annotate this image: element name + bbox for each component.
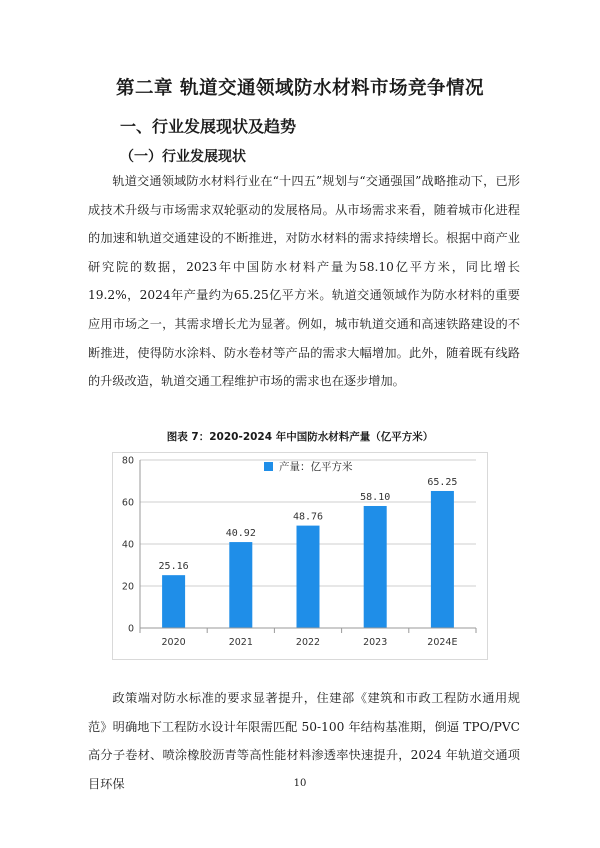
data-label: 48.76 — [292, 511, 324, 523]
subsection-title: （一）行业发展现状 — [120, 149, 246, 165]
x-tick-label: 2020 — [161, 637, 186, 648]
bar-2023 — [364, 506, 387, 628]
body-paragraph: 政策端对防水标准的要求显著提升，住建部《建筑和市政工程防水通用规范》明确地下工程防水设计年限需匹配 50-100 年结构基准期，倒逼 TPO/PVC 高分子卷材、喷涂橡胶沥青等高性能材料渗透率快速提升，2024 年轨道交通项目环保 — [88, 691, 520, 791]
bar-2024E — [431, 491, 454, 628]
x-tick-label: 2022 — [295, 637, 321, 648]
data-label: 58.10 — [360, 491, 391, 503]
x-tick-label: 2023 — [363, 637, 388, 648]
legend-label: 产量：亿平方米 — [279, 461, 353, 473]
y-tick-label: 0 — [127, 623, 134, 635]
data-label: 25.16 — [158, 561, 189, 573]
y-tick-label: 60 — [121, 497, 134, 509]
bar-chart-svg — [112, 452, 488, 660]
data-label: 40.92 — [225, 528, 256, 540]
y-tick-label: 80 — [121, 455, 134, 467]
page-number: 10 — [293, 778, 307, 789]
body-paragraph: 轨道交通领域防水材料行业在“十四五”规划与“交通强国”战略推动下，已形成技术升级与市场需求双轮驱动的发展格局。从市场需求来看，随着城市化进程的加速和轨道交通建设的不断推进，对防水材料的需求持续增长。根据中商产业研究院的数据，2023年中国防水材料产量为58.10亿平方米，同比增长19.2%，2024年产量约为65.25亿平方米。轨道交通领域作为防水材料的重要应用市场之一，其需求增长尤为显著。例如，城市轨道交通和高速铁路建设的不断推进，使得防水涂料、防水卷材等产品的需求大幅增加。此外，随着既有线路的升级改造，轨道交通工程维护市场的需求也在逐步增加。 — [88, 174, 520, 389]
y-tick-label: 40 — [121, 539, 134, 551]
data-label: 65.25 — [427, 476, 458, 488]
bar-2022 — [297, 526, 320, 628]
x-tick-label: 2024E — [427, 637, 458, 648]
figure-caption: 图表 7：2020-2024 年中国防水材料产量（亿平方米） — [166, 431, 434, 443]
x-tick-label: 2021 — [228, 637, 253, 648]
y-tick-label: 20 — [121, 581, 134, 593]
bar-chart — [112, 452, 488, 660]
legend-swatch — [264, 462, 273, 471]
chapter-title: 第二章 轨道交通领域防水材料市场竞争情况 — [116, 78, 484, 99]
bar-2020 — [162, 575, 185, 628]
section-title: 一、行业发展现状及趋势 — [120, 117, 297, 136]
bar-2021 — [229, 542, 252, 628]
